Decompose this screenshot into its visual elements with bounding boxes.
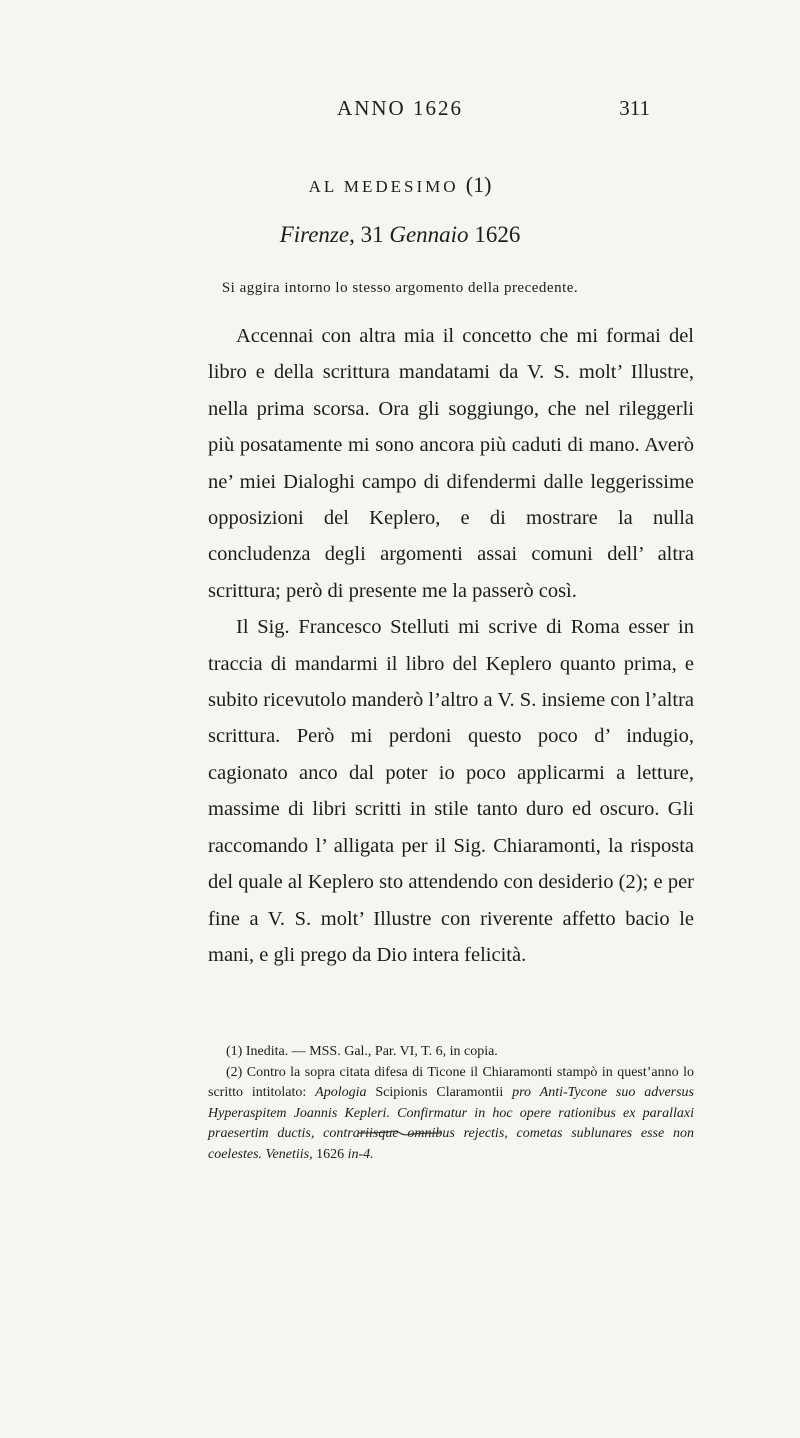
footnote-2-tail: , 1626 xyxy=(309,1146,348,1162)
letter-paragraph-1: Accennai con altra mia il concetto che mi formai del libro e della scrittura mandatami da V. S. molt’ Illustre, nella prima scorsa. Ora gli soggiungo, che nel rileggerli più posatamente mi sono ancora più caduti di mano. Averò ne’ miei Dialoghi campo di difendermi dalle leggerissime opposizioni del Keplero, e di mostrare la nulla concludenza degli argomenti assai comuni dell’ altra scrittura; però di presente me la passerò così. xyxy=(208,325,694,602)
page-number: 311 xyxy=(619,96,650,120)
date-day: , 31 xyxy=(349,222,384,247)
place-date-line xyxy=(0,222,800,248)
end-ornament-icon xyxy=(358,1130,442,1136)
footnote-2-author: Scipionis Claramontii xyxy=(366,1085,513,1100)
running-head xyxy=(0,96,800,126)
letter-recipient: AL MEDESIMO xyxy=(308,177,459,196)
letter-paragraph-2: Il Sig. Francesco Stelluti mi scrive di Roma esser in traccia di mandarmi il libro del Keplero quanto prima, e subito ricevutolo manderò l’altro a V. S. insieme con l’altra scrittura. Però mi perdoni questo poco d’ indugio, cagionato anco dal poter io poco applicarmi a letture, massime di libri scritti in stile tanto duro ed oscuro. Gli raccomando l’ alligata per il Sig. Chiaramonti, la risposta del quale al Keplero sto attendendo con desiderio (2); e per fine a V. S. molt’ Illustre con riverente affetto bacio le mani, e gli prego da Dio intera felicità. xyxy=(208,616,695,966)
date-month: Gennaio xyxy=(389,222,469,247)
footnote-2-lead: (2) Contro la sopra citata difesa di Ticone il Chiaramonti stampò in quest’anno lo scritto intitolato: xyxy=(208,1064,694,1100)
footnote-2-format: in-4. xyxy=(347,1146,374,1162)
footnote-1: (1) Inedita. — MSS. Gal., Par. VI, T. 6, in copia. xyxy=(226,1044,498,1059)
footnote-2 xyxy=(208,1063,694,1166)
letter-summary: Si aggira intorno lo stesso argomento della precedente. xyxy=(221,280,579,296)
heading-note-ref: (1) xyxy=(465,172,492,197)
footnote-2-title-b: pro Anti-Tycone suo adversus Hyperaspitem Joannis Kepleri. Confirmatur in hoc opere rationibus ex parallaxi praesertim ductis, contrariisque omnibus rejectis, cometas sublunares esse non coelestes. Venetiis xyxy=(208,1085,695,1162)
footnotes xyxy=(208,1042,694,1165)
running-head-year: ANNO 1626 xyxy=(337,96,463,120)
date-year: 1626 xyxy=(474,222,521,247)
letter-heading xyxy=(0,172,800,198)
place-name: Firenze xyxy=(279,222,350,247)
letter-body xyxy=(208,318,694,973)
footnote-2-title-a: Apologia xyxy=(315,1085,367,1100)
